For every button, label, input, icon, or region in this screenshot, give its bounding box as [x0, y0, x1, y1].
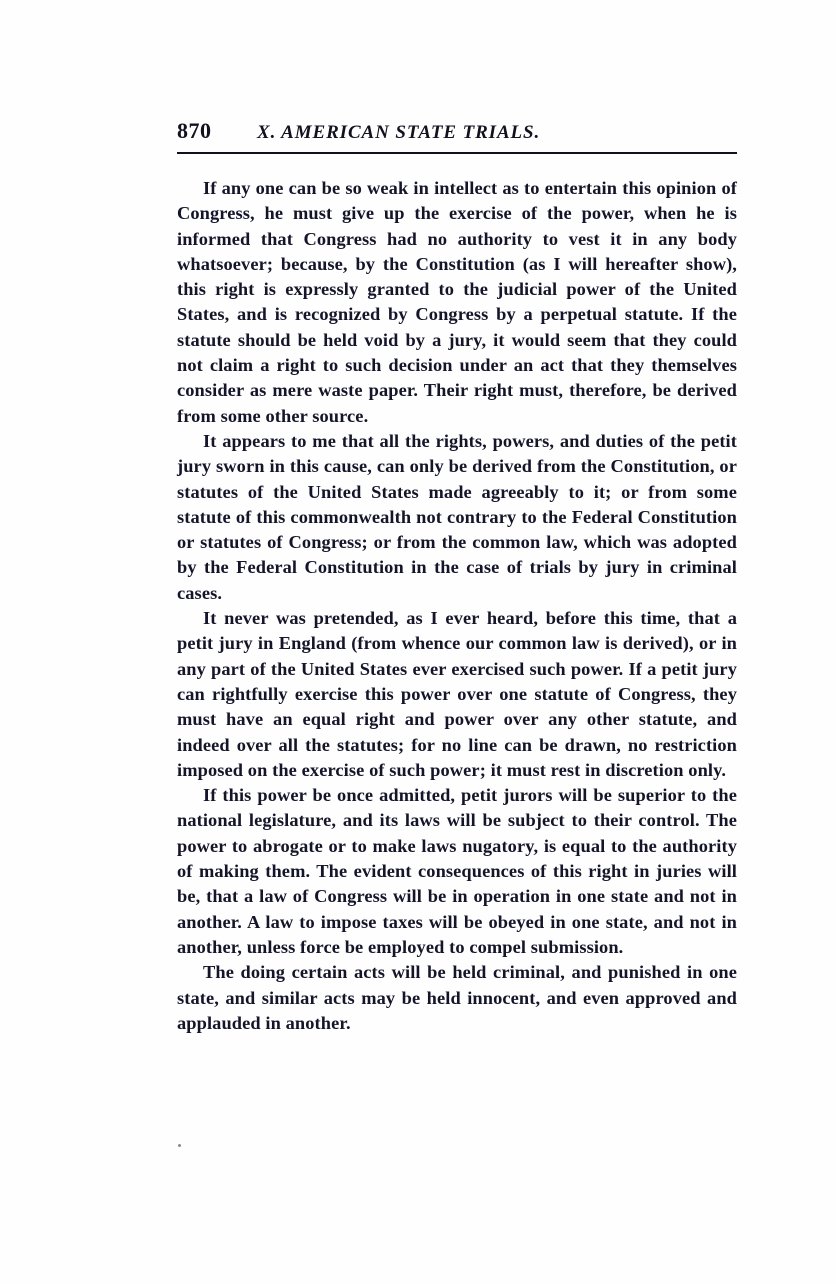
paragraph: If this power be once admitted, petit jurors will be superior to the national legislature, and its laws will be subject to their control. The power to abrogate or to make laws nugatory, is equal to the authority of making them. The evident consequences of this right in juries will be, that a law of Congress will be in operation in one state and not in another. A law to impose taxes will be obeyed in one state, and not in another, unless force be employed to compel submission. [177, 785, 737, 957]
body-text [177, 176, 737, 1036]
paragraph: It never was pretended, as I ever heard, before this time, that a petit jury in England (from whence our common law is derived), or in any part of the United States ever exercised such power. If a petit jury can rightfully exercise this power over one statute of Congress, they must have an equal right and power over any other statute, and indeed over all the statutes; for no line can be drawn, no restriction imposed on the exercise of such power; it must rest in discretion only. [177, 608, 737, 780]
paragraph: If any one can be so weak in intellect as to entertain this opinion of Congress, he must give up the exercise of the power, when he is informed that Congress had no authority to vest it in any body whatsoever; because, by the Constitution (as I will hereafter show), this right is expressly granted to the judicial power of the United States, and is recognized by Congress by a perpetual statute. If the statute should be held void by a jury, it would seem that they could not claim a right to such decision under an act that they themselves consider as mere waste paper. Their right must, therefore, be derived from some other source. [177, 178, 737, 426]
page-number: 870 [177, 118, 212, 143]
paragraph: The doing certain acts will be held criminal, and punished in one state, and similar acts may be held innocent, and even approved and applauded in another. [177, 962, 737, 1033]
paragraph: It appears to me that all the rights, powers, and duties of the petit jury sworn in this cause, can only be derived from the Constitution, or statutes of the United States made agreeably to it; or from some statute of this commonwealth not contrary to the Federal Constitution or statutes of Congress; or from the common law, which was adopted by the Federal Constitution in the case of trials by jury in criminal cases. [177, 430, 737, 603]
page-content [177, 118, 737, 1036]
running-head [177, 118, 737, 154]
running-head-title: X. AMERICAN STATE TRIALS. [257, 122, 541, 143]
page-speck [178, 1144, 181, 1147]
